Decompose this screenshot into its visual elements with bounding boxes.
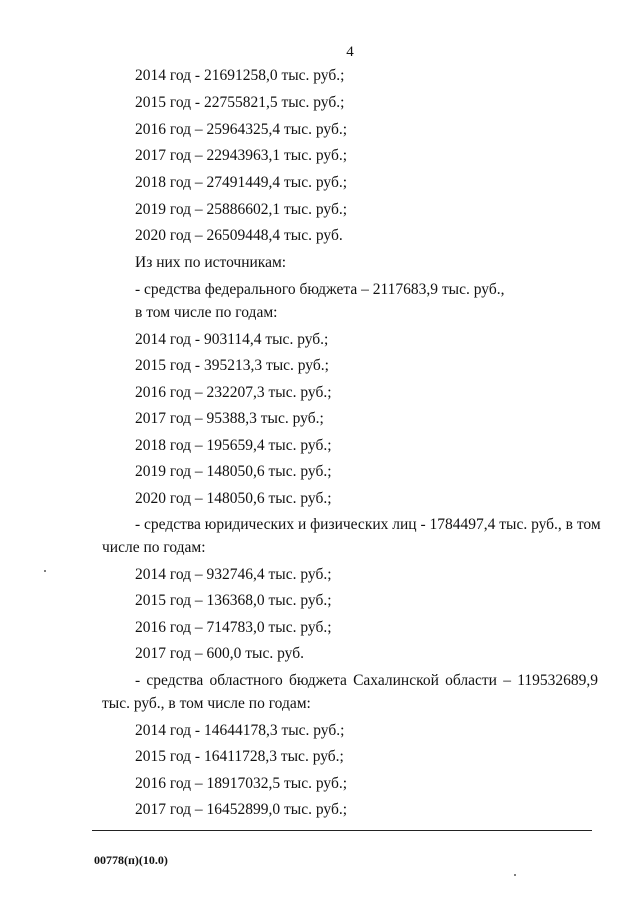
sources-intro: Из них по источникам: — [135, 254, 287, 271]
regional-year-line: 2016 год – 18917032,5 тыс. руб.; — [135, 775, 348, 792]
footer-code: 00778(п)(10.0) — [94, 853, 168, 867]
legal-year-line: 2015 год – 136368,0 тыс. руб.; — [135, 592, 332, 609]
federal-year-line: 2016 год – 232207,3 тыс. руб.; — [135, 384, 332, 401]
legal-heading-line2: числе по годам: — [102, 539, 206, 556]
page-number: 4 — [346, 44, 354, 60]
total-year-line: 2018 год – 27491449,4 тыс. руб.; — [135, 174, 348, 191]
federal-year-line: 2017 год – 95388,3 тыс. руб.; — [135, 410, 324, 427]
legal-year-line: 2016 год – 714783,0 тыс. руб.; — [135, 619, 332, 636]
total-year-line: 2015 год - 22755821,5 тыс. руб.; — [135, 94, 345, 111]
federal-subheading: в том числе по годам: — [135, 304, 278, 321]
legal-heading-line1: - средства юридических и физических лиц - 1784497,4 тыс. руб., в том — [135, 516, 601, 533]
legal-year-line: 2014 год – 932746,4 тыс. руб.; — [135, 566, 332, 583]
federal-heading: - средства федерального бюджета – 2117683,9 тыс. руб., — [135, 281, 505, 298]
federal-year-line: 2015 год - 395213,3 тыс. руб.; — [135, 357, 329, 374]
federal-year-line: 2018 год – 195659,4 тыс. руб.; — [135, 437, 332, 454]
total-year-line: 2016 год – 25964325,4 тыс. руб.; — [135, 121, 348, 138]
regional-heading-line2: тыс. руб., в том числе по годам: — [102, 695, 311, 712]
total-year-line: 2014 год - 21691258,0 тыс. руб.; — [135, 67, 345, 84]
scan-speck — [44, 570, 46, 572]
scan-speck — [514, 874, 516, 876]
federal-year-line: 2020 год – 148050,6 тыс. руб.; — [135, 490, 332, 507]
federal-year-line: 2019 год – 148050,6 тыс. руб.; — [135, 463, 332, 480]
federal-year-line: 2014 год - 903114,4 тыс. руб.; — [135, 331, 329, 348]
regional-year-line: 2015 год - 16411728,3 тыс. руб.; — [135, 748, 344, 765]
total-year-line: 2017 год – 22943963,1 тыс. руб.; — [135, 147, 348, 164]
total-year-line: 2019 год – 25886602,1 тыс. руб.; — [135, 201, 348, 218]
footer-rule — [92, 830, 592, 831]
regional-heading-line1: - средства областного бюджета Сахалинской области – 119532689,9 — [135, 672, 598, 689]
regional-year-line: 2017 год – 16452899,0 тыс. руб.; — [135, 801, 348, 818]
total-year-line: 2020 год – 26509448,4 тыс. руб. — [135, 227, 343, 244]
legal-year-line: 2017 год – 600,0 тыс. руб. — [135, 645, 304, 662]
regional-year-line: 2014 год - 14644178,3 тыс. руб.; — [135, 722, 345, 739]
